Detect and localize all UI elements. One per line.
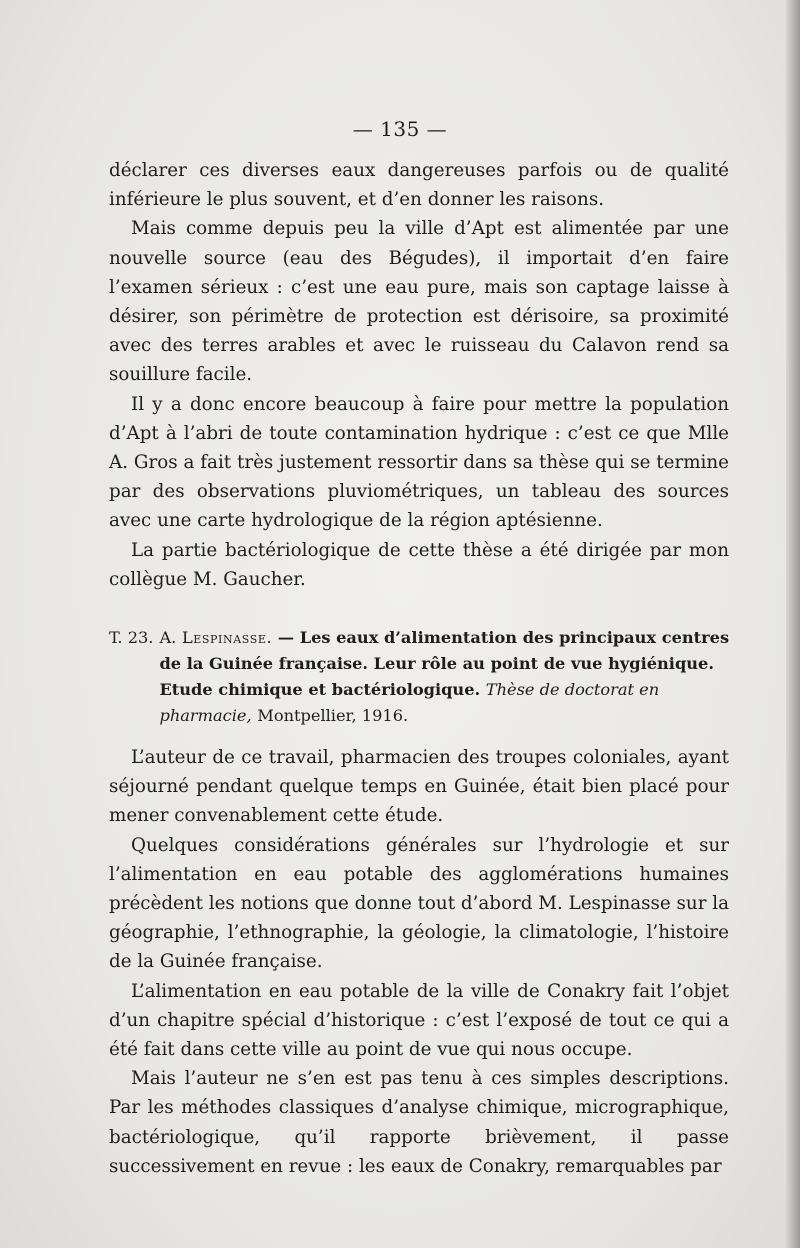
reference-number: T. 23.: [109, 628, 154, 647]
author-initial: A.: [159, 628, 177, 647]
paragraph: Quelques considérations générales sur l’hydrologie et sur l’alimentation en eau potable des agglomérations humaines précèdent les notions que donne tout d’abord M. Lespinasse sur la géographie, l’ethnographie, la géologie, la climatologie, l’histoire de la Guinée française.: [109, 834, 729, 973]
page-edge-shadow: [786, 0, 800, 1248]
paragraph: déclarer ces diverses eaux dangereuses parfois ou de qualité inférieure le plus souvent, et d’en donner les raisons.: [109, 160, 729, 211]
paragraph: La partie bactériologique de cette thèse a été dirigée par mon collègue M. Gaucher.: [109, 539, 729, 590]
section-2: [109, 743, 729, 1181]
page-number: — 135 —: [352, 117, 448, 141]
paragraph: L’auteur de ce travail, pharmacien des troupes coloniales, ayant séjourné pendant quelque temps en Guinée, était bien placé pour mener convenablement cette étude.: [109, 747, 729, 827]
bibliographic-reference: [109, 625, 734, 729]
paragraph: Mais l’auteur ne s’en est pas tenu à ces simples descriptions. Par les méthodes classiques d’analyse chimique, micrographique, bactériologique, qu’il rapporte brièvement, il passe successivement en revue : les eaux de Conakry, remarquables par: [109, 1068, 729, 1177]
paragraph: Il y a donc encore beaucoup à faire pour mettre la population d’Apt à l’abri de toute contamination hydrique : c’est ce que Mlle A. Gros a fait très justement ressortir dans sa thèse qui se termine par des observations pluviométriques, un tableau des sources avec une carte hydrologique de la région aptésienne.: [109, 393, 729, 532]
reference-title: Les eaux d’alimentation des principaux centres de la Guinée française. Leur rôle au point de vue hygiénique. Etude chimique et bactériologique.: [159, 628, 730, 699]
title-dash: —: [277, 628, 295, 647]
section-1: [109, 156, 729, 594]
place-year: Montpellier, 1916.: [257, 706, 409, 725]
author-name: Lespinasse.: [181, 628, 273, 647]
paragraph: Mais comme depuis peu la ville d’Apt est alimentée par une nouvelle source (eau des Bégudes), il importait d’en faire l’examen sérieux : c’est une eau pure, mais son captage laisse à désirer, son périmètre de protection est dérisoire, sa proximité avec des terres arables et avec le ruisseau du Calavon rend sa souillure facile.: [109, 218, 729, 386]
thesis-type: Thèse de doctorat en pharmacie,: [159, 680, 660, 725]
paragraph: L’alimentation en eau potable de la ville de Conakry fait l’objet d’un chapitre spécial d’historique : c’est l’exposé de tout ce qui a été fait dans cette ville au point de vue qui nous occupe.: [109, 980, 729, 1061]
